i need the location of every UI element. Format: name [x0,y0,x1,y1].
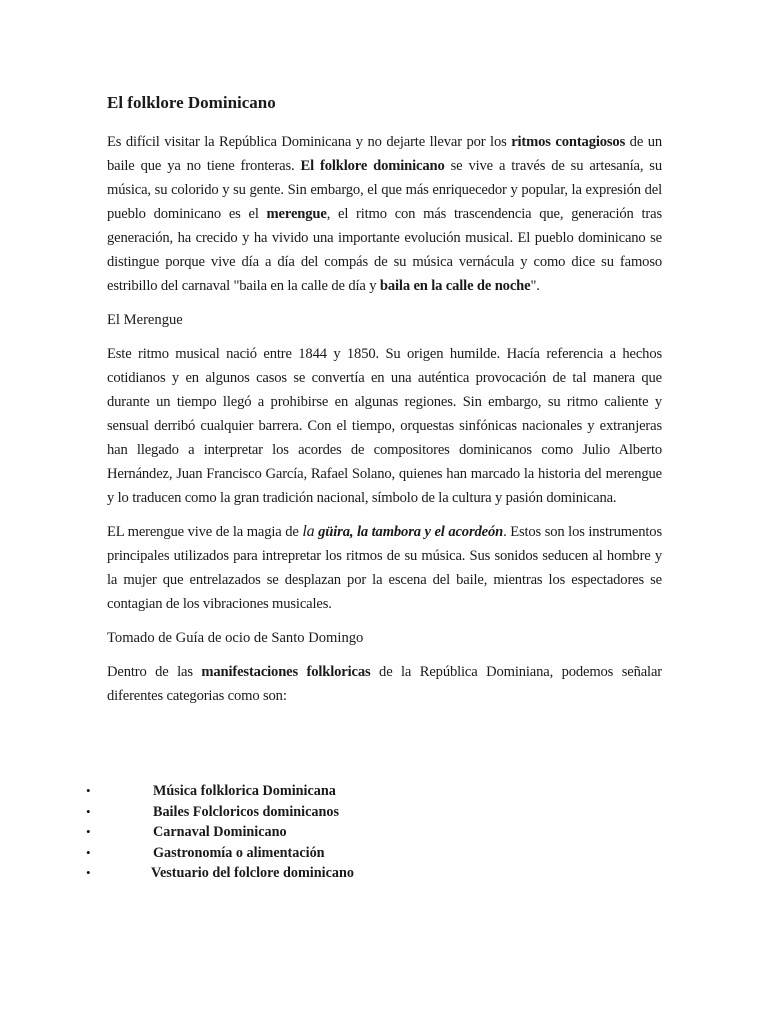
list-item [0,781,768,802]
document-body [107,92,662,718]
instruments-italic-la: la [302,523,315,540]
source-note: Tomado de Guía de ocio de Santo Domingo [107,630,364,646]
list-item [0,863,768,884]
list-item [0,802,768,823]
categories-text-1: Dentro de las [107,664,202,680]
categories-bold: manifestaciones folkloricas [201,664,371,680]
list-item-text: Bailes Folcloricos dominicanos [153,803,340,820]
document-title: El folklore Dominicano [107,93,276,112]
instruments-text-1: EL merengue vive de la magia de [107,524,303,540]
intro-text-5: ". [530,278,540,294]
categories-list [0,781,768,884]
bullet-icon: • [86,803,91,819]
intro-paragraph [107,130,662,298]
intro-bold-folklore: El folklore dominicano [300,158,445,174]
bullet-icon: • [86,865,91,880]
intro-bold-merengue: merengue [266,206,327,222]
instruments-text-2: . Estos son los instrumentos principales utilizados para intrepretar los ritmos de su música. Sus sonidos seducen al hombre y la mujer que entrelazados se desplazan por la escena del baile, mientras los espectadores se contagian de los vibraciones musicales. [107,524,662,612]
intro-text-3: se vive a través de su artesanía, su música, su colorido y su gente. Sin embargo, el que más enriquecedor y popular, la expresión del pueblo dominicano es el [107,158,662,222]
categories-text-2: de la República Dominiana, podemos señalar diferentes categorias como son: [107,664,662,704]
list-item-text: Vestuario del folclore dominicano [151,865,354,881]
list-item [0,822,768,843]
instruments-paragraph [107,520,662,616]
merengue-history-paragraph: Este ritmo musical nació entre 1844 y 1850. Su origen humilde. Hacía referencia a hechos cotidianos y en algunos casos se convertía en una auténtica provocación de tal manera que durante un tiempo llegó a prohibirse en algunas regiones. Sin embargo, su ritmo caliente y sensual derribó cualquier barrera. Con el tiempo, orquestas sinfónicas nacionales y extranjeras han llegado a interpretar los acordes de compositores dominicanos como Julio Alberto Hernández, Juan Francisco García, Rafael Solano, quienes han marcado la historia del merengue y lo traducen como la gran tradición nacional, símbolo de la cultura y pasión dominicana. [107,346,662,506]
bullet-icon: • [86,824,91,839]
bullet-icon: • [86,844,91,860]
intro-text-2: de un baile que ya no tiene fronteras. [107,134,663,174]
list-item-text: Música folklorica Dominicana [153,783,336,799]
bullet-icon: • [86,783,91,798]
intro-bold-ritmos: ritmos contagiosos [511,134,626,150]
intro-text-4: , el ritmo con más trascendencia que, generación tras generación, ha crecido y ha vivido una importante evolución musical. El pueblo dominicano se distingue porque vive día a día del compás de su música vernácula y como dice su famoso estribillo del carnaval "baila en la calle de día y [107,206,662,294]
instruments-bold-italic: güira, la tambora y el acordeón [314,524,504,540]
list-item-text: Carnaval Dominicano [153,824,287,840]
intro-bold-baila: baila en la calle de noche [379,278,531,294]
section-heading-merengue: El Merengue [107,312,183,328]
list-item-text: Gastronomía o alimentación [153,844,325,861]
categories-paragraph [107,660,662,708]
intro-text-1: Es difícil visitar la República Dominicana y no dejarte llevar por los [107,134,512,150]
list-item [0,843,768,864]
